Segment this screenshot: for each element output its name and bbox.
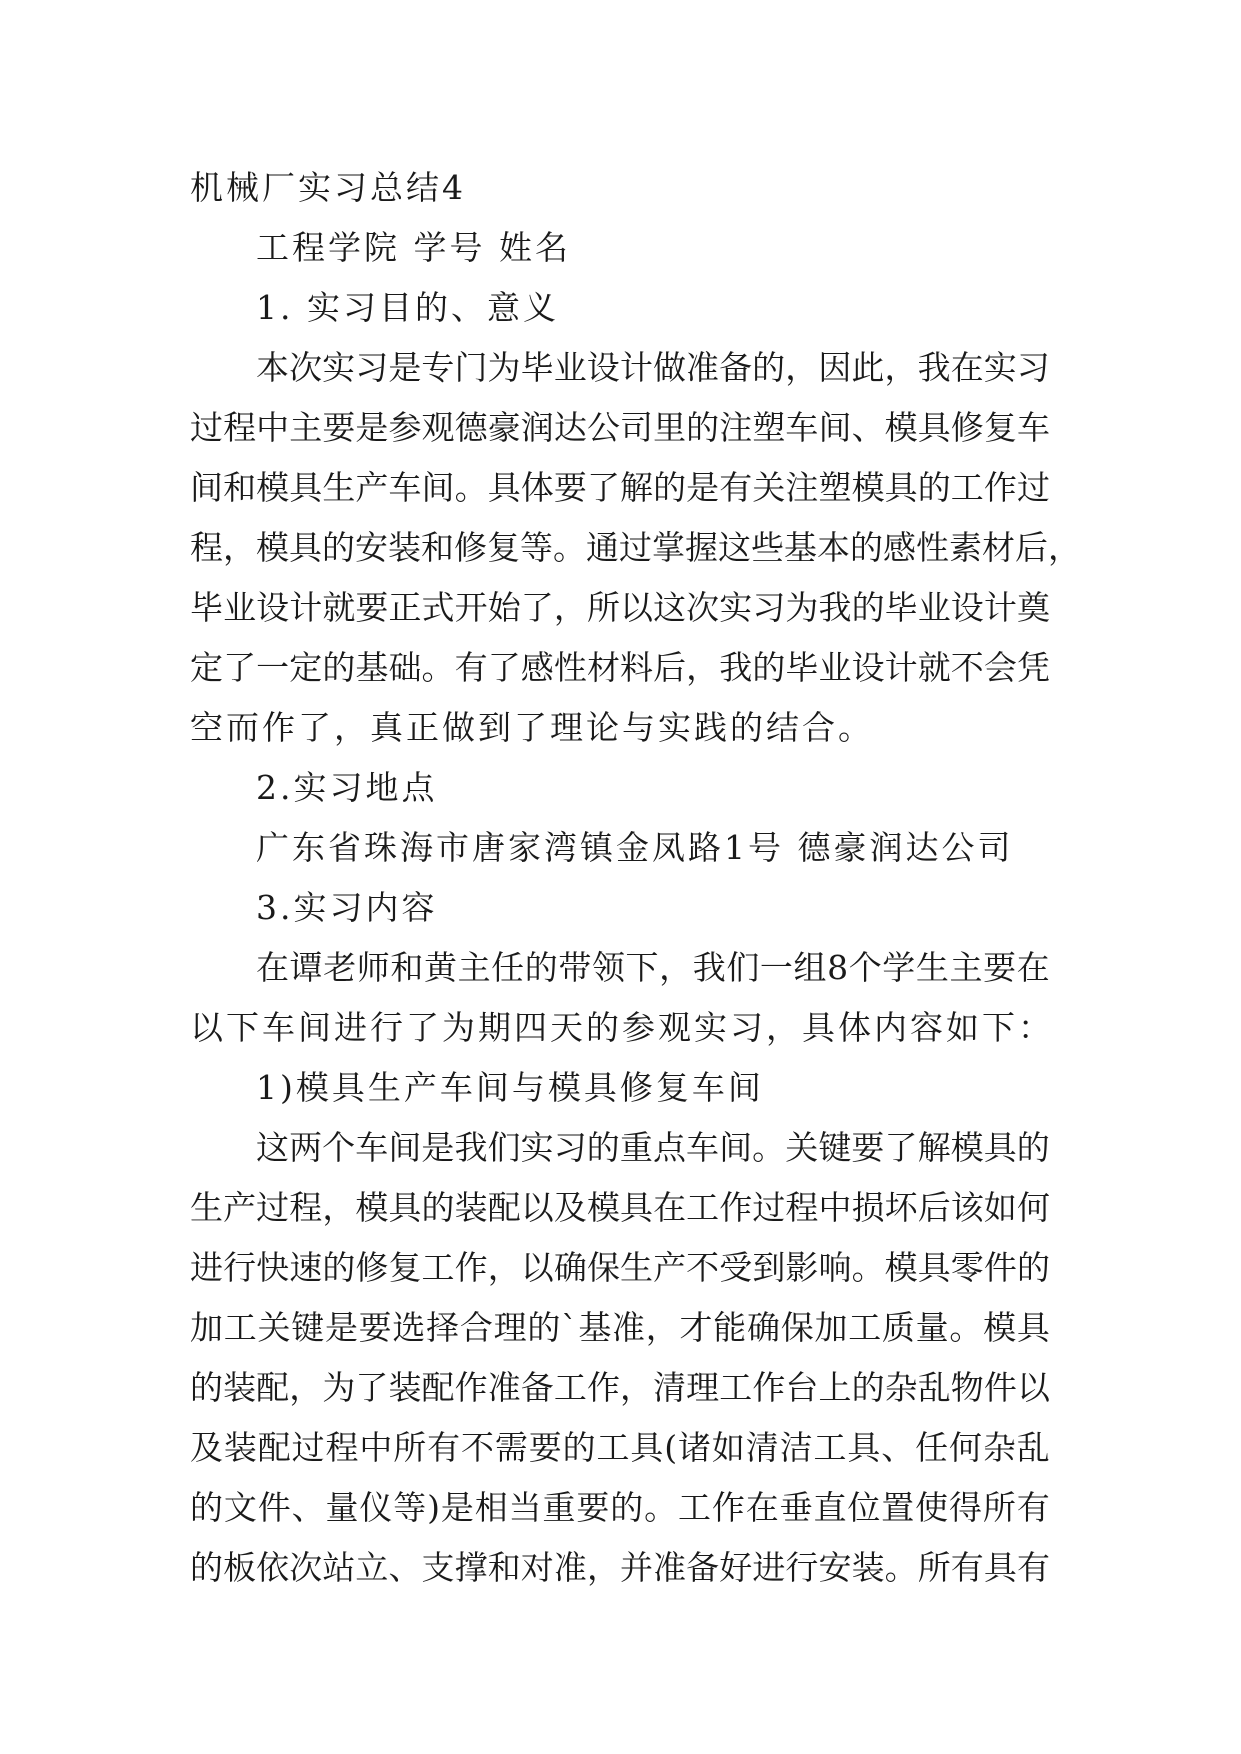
document-byline: 工程学院 学号 姓名 xyxy=(256,228,571,267)
paragraph-line: 的 板 依 次 站 立 、 支 撑 和 对 准 ， 并 准 备 好 进 行 安 装 。 所 有 具 有 xyxy=(190,1548,1050,1587)
section-heading: 3.实习内容 xyxy=(256,888,438,927)
subsection-heading: 1)模具生产车间与模具修复车间 xyxy=(256,1068,764,1107)
paragraph-line: 广东省珠海市唐家湾镇金凤路1号 德豪润达公司 xyxy=(256,828,1014,867)
paragraph-line: 加 工 关 键 是 要 选 择 合 理 的 ` 基 准 ， 才 能 确 保 加 工 质 量 。 模 具 xyxy=(190,1308,1050,1347)
paragraph-line: 在 谭 老 师 和 黄 主 任 的 带 领 下 ， 我 们 一 组 8 个 学 生 主 要 在 xyxy=(256,948,1050,987)
paragraph-line: 过 程 中 主 要 是 参 观 德 豪 润 达 公 司 里 的 注 塑 车 间 、 模 具 修 复 车 xyxy=(190,408,1050,447)
paragraph-line: 生 产 过 程 ， 模 具 的 装 配 以 及 模 具 在 工 作 过 程 中 损 坏 后 该 如 何 xyxy=(190,1188,1050,1227)
document-body xyxy=(190,158,1081,1598)
paragraph-line: 这 两 个 车 间 是 我 们 实 习 的 重 点 车 间 。 关 键 要 了 解 模 具 的 xyxy=(256,1128,1050,1167)
paragraph-line: 空而作了，真正做到了理论与实践的结合。 xyxy=(190,708,874,747)
paragraph-line: 以下车间进行了为期四天的参观实习，具体内容如下： xyxy=(190,1008,1054,1047)
paragraph-line: 本 次 实 习 是 专 门 为 毕 业 设 计 做 准 备 的 ， 因 此 ， 我 在 实 习 xyxy=(256,348,1050,387)
paragraph-line: 及 装 配 过 程 中 所 有 不 需 要 的 工 具 ( 诸 如 清 洁 工 具 、 任 何 杂 乱 xyxy=(190,1428,1050,1467)
paragraph-line: 定 了 一 定 的 基 础 。 有 了 感 性 材 料 后 ， 我 的 毕 业 设 计 就 不 会 凭 xyxy=(190,648,1050,687)
document-title: 机械厂实习总结4 xyxy=(190,168,466,207)
paragraph-line: 的 装 配 ， 为 了 装 配 作 准 备 工 作 ， 清 理 工 作 台 上 的 杂 乱 物 件 以 xyxy=(190,1368,1050,1407)
paragraph-line: 程 ， 模 具 的 安 装 和 修 复 等 。 通 过 掌 握 这 些 基 本 的 感 性 素 材 后 ， xyxy=(190,528,1081,567)
paragraph-line: 毕 业 设 计 就 要 正 式 开 始 了 ， 所 以 这 次 实 习 为 我 的 毕 业 设 计 奠 xyxy=(190,588,1050,627)
paragraph-line: 进 行 快 速 的 修 复 工 作 ， 以 确 保 生 产 不 受 到 影 响 。 模 具 零 件 的 xyxy=(190,1248,1050,1287)
section-heading: 1. 实习目的、意义 xyxy=(256,288,559,327)
paragraph-line: 间 和 模 具 生 产 车 间 。 具 体 要 了 解 的 是 有 关 注 塑 模 具 的 工 作 过 xyxy=(190,468,1050,507)
section-heading: 2.实习地点 xyxy=(256,768,438,807)
paragraph-line: 的 文 件 、 量 仪 等 ) 是 相 当 重 要 的 。 工 作 在 垂 直 位 置 使 得 所 有 xyxy=(190,1488,1050,1527)
